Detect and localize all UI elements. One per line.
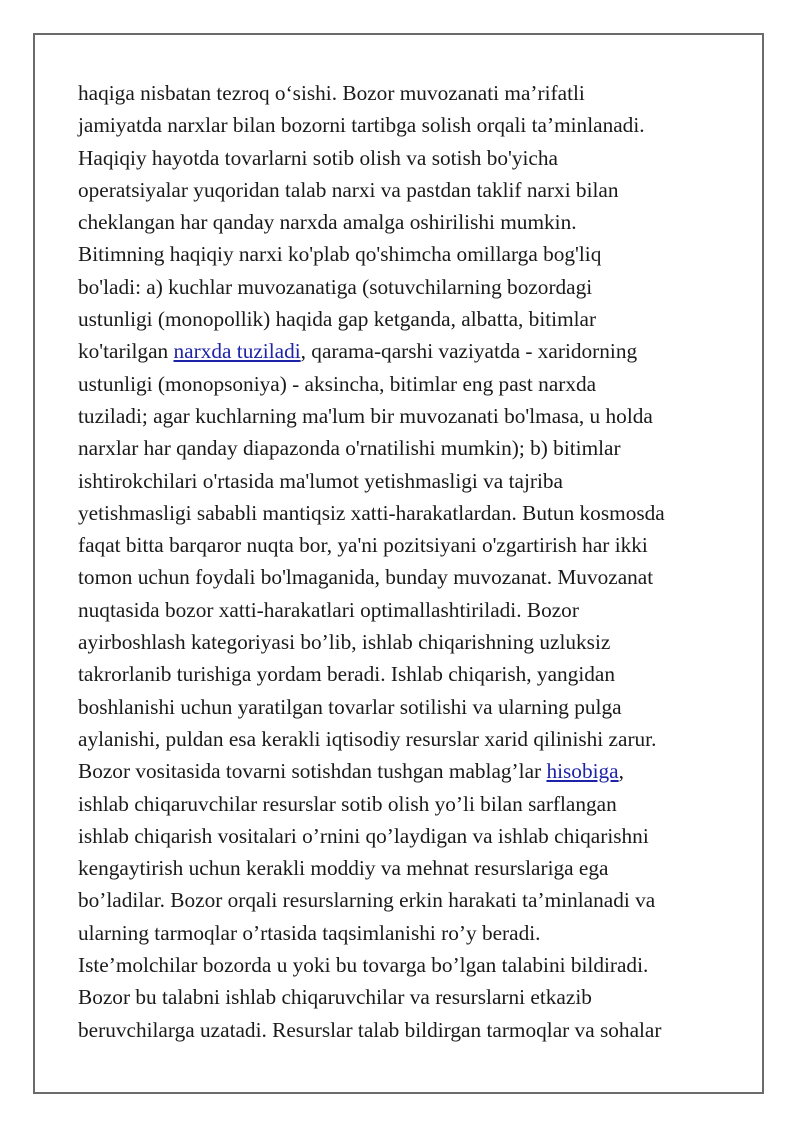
text-line: tomon uchun foydali bo'lmaganida, bunday muvozanat. Muvozanat — [78, 565, 654, 590]
text-line: ayirboshlash kategoriyasi bo’lib, ishlab chiqarishning uzluksiz — [78, 630, 611, 655]
body-text — [78, 77, 758, 1046]
link-narxda-tuziladi[interactable]: narxda tuziladi — [173, 339, 301, 364]
text-line: aylanishi, puldan esa kerakli iqtisodiy resurslar xarid qilinishi zarur. — [78, 726, 657, 751]
text-line: Bitimning haqiqiy narxi ko'plab qo'shimcha omillarga bog'liq — [78, 242, 602, 267]
text-line: ularning tarmoqlar o’rtasida taqsimlanishi ro’y beradi. — [78, 920, 541, 945]
text-line: ustunligi (monopollik) haqida gap ketganda, albatta, bitimlar — [78, 307, 597, 332]
text-line: bo’ladilar. Bozor orqali resurslarning erkin harakati ta’minlanadi va — [78, 888, 656, 913]
text-line: jamiyatda narxlar bilan bozorni tartibga solish orqali ta’minlanadi. — [78, 113, 645, 138]
text-line: nuqtasida bozor xatti-harakatlari optimallashtiriladi. Bozor — [78, 597, 579, 622]
text-line: Bozor vositasida tovarni sotishdan tushgan mablag’lar hisobiga, — [78, 759, 624, 784]
text-line: Haqiqiy hayotda tovarlarni sotib olish va sotish bo'yicha — [78, 145, 558, 170]
text-line: yetishmasligi sababli mantiqsiz xatti-harakatlardan. Butun kosmosda — [78, 500, 665, 525]
text-line: ishtirokchilari o'rtasida ma'lumot yetishmasligi va tajriba — [78, 468, 563, 493]
link-hisobiga[interactable]: hisobiga — [546, 759, 619, 784]
text-line: ishlab chiqarish vositalari o’rnini qo’laydigan va ishlab chiqarishni — [78, 823, 649, 848]
text-line: ko'tarilgan narxda tuziladi, qarama-qarshi vaziyatda - xaridorning — [78, 339, 638, 364]
text-line: bo'ladi: a) kuchlar muvozanatiga (sotuvchilarning bozordagi — [78, 274, 593, 299]
text-line: faqat bitta barqaror nuqta bor, ya'ni pozitsiyani o'zgartirish har ikki — [78, 533, 648, 558]
text-line: operatsiyalar yuqoridan talab narxi va pastdan taklif narxi bilan — [78, 177, 619, 202]
text-line: ustunligi (monopsoniya) - aksincha, bitimlar eng past narxda — [78, 371, 597, 396]
text-line: narxlar har qanday diapazonda o'rnatilishi mumkin); b) bitimlar — [78, 436, 621, 461]
text-line: cheklangan har qanday narxda amalga oshirilishi mumkin. — [78, 210, 577, 235]
text-line: kengaytirish uchun kerakli moddiy va mehnat resurslariga ega — [78, 856, 609, 881]
text-line: Bozor bu talabni ishlab chiqaruvchilar va resurslarni etkazib — [78, 985, 592, 1010]
text-line: boshlanishi uchun yaratilgan tovarlar sotilishi va ularning pulga — [78, 694, 622, 719]
text-line: beruvchilarga uzatadi. Resurslar talab bildirgan tarmoqlar va sohalar — [78, 1017, 662, 1042]
document-page — [33, 33, 764, 1094]
text-line: ishlab chiqaruvchilar resurslar sotib olish yo’li bilan sarflangan — [78, 791, 617, 816]
text-line: Iste’molchilar bozorda u yoki bu tovarga bo’lgan talabini bildiradi. — [78, 953, 649, 978]
text-line: haqiga nisbatan tezroq o‘sishi. Bozor muvozanati ma’rifatli — [78, 81, 585, 105]
text-line: tuziladi; agar kuchlarning ma'lum bir muvozanati bo'lmasa, u holda — [78, 403, 653, 428]
text-line: takrorlanib turishiga yordam beradi. Ishlab chiqarish, yangidan — [78, 662, 615, 687]
